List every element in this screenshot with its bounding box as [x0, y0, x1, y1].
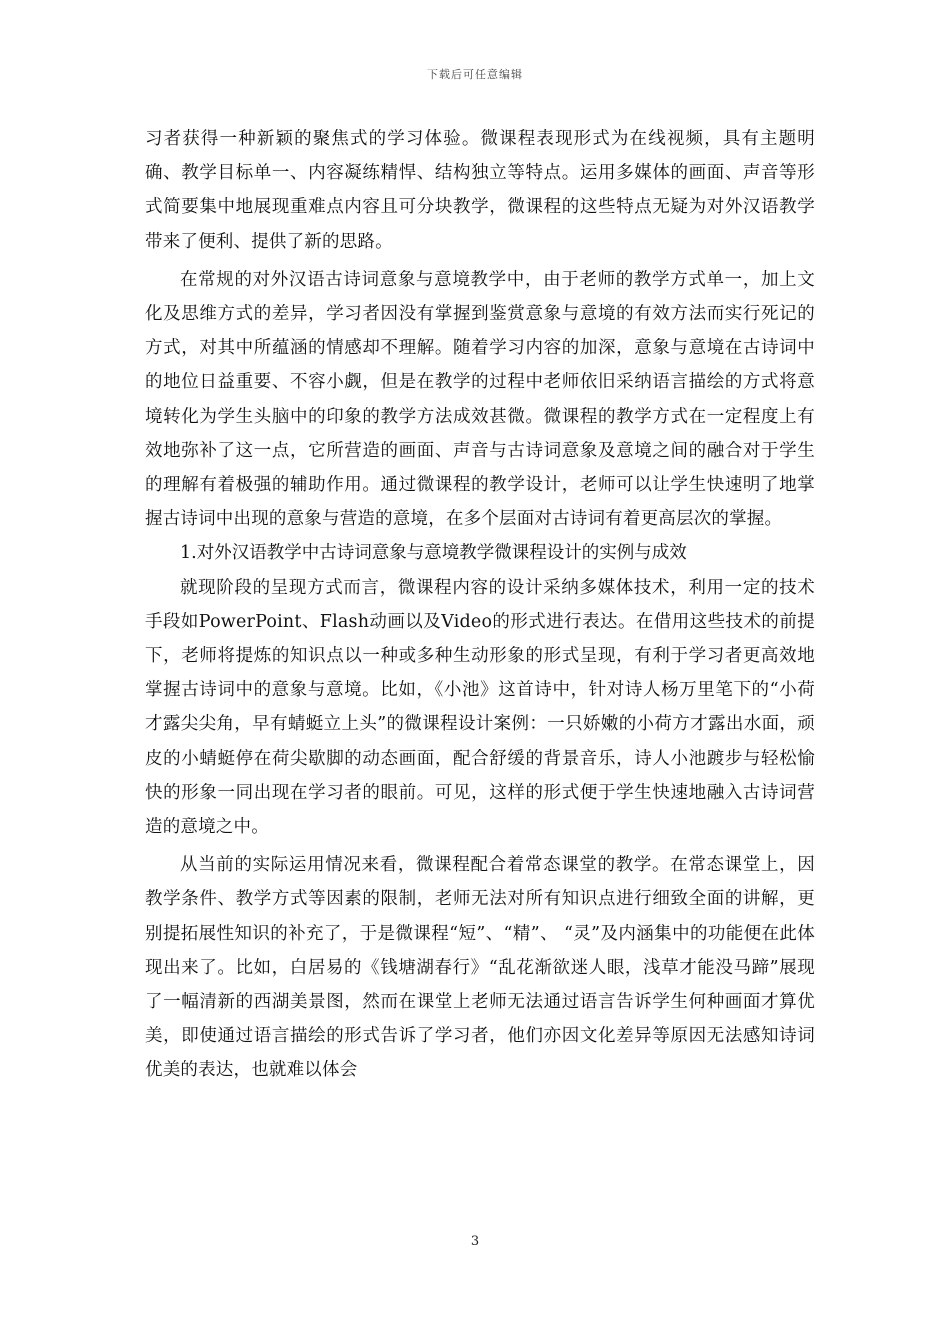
document-body [145, 122, 815, 1088]
paragraph-continuation: 习者获得一种新颖的聚焦式的学习体验。微课程表现形式为在线视频，具有主题明确、教学目标单一、内容凝练精悍、结构独立等特点。运用多媒体的画面、声音等形式简要集中地展现重难点内容且可分块教学，微课程的这些特点无疑为对外汉语教学带来了便利、提供了新的思路。 [145, 129, 815, 252]
page-header: 下载后可任意编辑 [427, 68, 523, 81]
paragraph-classroom-application: 从当前的实际运用情况来看，微课程配合着常态课堂的教学。在常态课堂上，因教学条件、教学方式等因素的限制，老师无法对所有知识点进行细致全面的讲解，更别提拓展性知识的补充了，于是微课程“短”、“精”、 “灵”及内涵集中的功能便在此体现出来了。比如，白居易的《钱塘湖春行》“乱花渐欲迷人眼，浅草才能没马蹄”展现了一幅清新的西湖美景图，然而在课堂上老师无法通过语言告诉学生何种画面才算优美，即使通过语言描绘的形式告诉了学习者，他们亦因文化差异等原因无法感知诗词优美的表达，也就难以体会 [145, 855, 815, 1081]
paragraph-multimedia-example: 就现阶段的呈现方式而言，微课程内容的设计采纳多媒体技术，利用一定的技术手段如PowerPoint、Flash动画以及Video的形式进行表达。在借用这些技术的前提下，老师将提炼的知识点以一种或多种生动形象的形式呈现，有利于学习者更高效地掌握古诗词中的意象与意境。比如，《小池》这首诗中，针对诗人杨万里笔下的“小荷才露尖尖角，早有蜻蜓立上头”的微课程设计案例：一只娇嫩的小荷方才露出水面，顽皮的小蜻蜓停在荷尖歇脚的动态画面，配合舒缓的背景音乐，诗人小池踱步与轻松愉快的形象一同出现在学习者的眼前。可见，这样的形式便于学生快速地融入古诗词营造的意境之中。 [145, 577, 815, 838]
page-number: 3 [470, 1234, 480, 1249]
paragraph-traditional-teaching: 在常规的对外汉语古诗词意象与意境教学中，由于老师的教学方式单一，加上文化及思维方式的差异，学习者因没有掌握到鉴赏意象与意境的有效方法而实行死记的方式，对其中所蕴涵的情感却不理解。随着学习内容的加深，意象与意境在古诗词中的地位日益重要、不容小觑，但是在教学的过程中老师依旧采纳语言描绘的方式将意境转化为学生头脑中的印象的教学方法成效甚微。微课程的教学方式在一定程度上有效地弥补了这一点，它所营造的画面、声音与古诗词意象及意境之间的融合对于学生的理解有着极强的辅助作用。通过微课程的教学设计，老师可以让学生快速明了地掌握古诗词中出现的意象与营造的意境，在多个层面对古诗词有着更高层次的掌握。 [145, 269, 815, 530]
section-heading: 1.对外汉语教学中古诗词意象与意境教学微课程设计的实例与成效 [180, 543, 687, 564]
